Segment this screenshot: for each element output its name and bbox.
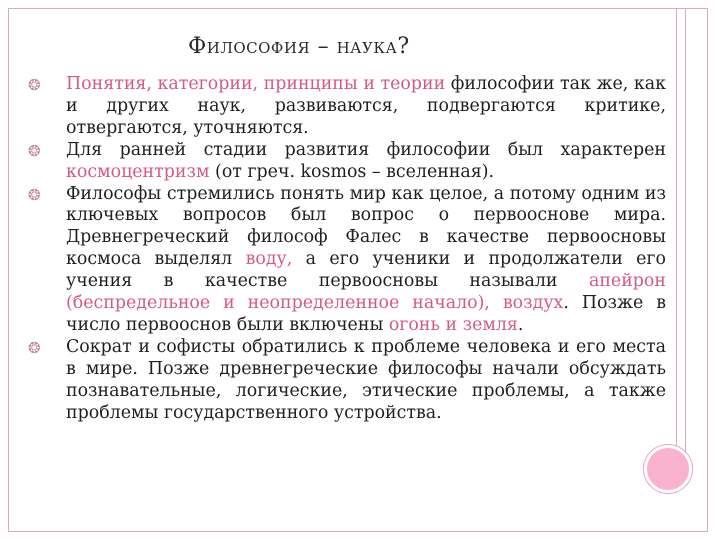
slide-title: Философия – наука? <box>188 34 410 59</box>
body-text: философии так же, как и других наук, развиваются, подвергаются критике, отвергаются, уточняются. <box>66 74 666 138</box>
bullet-icon: ❂ <box>28 76 41 94</box>
bullet-icon: ❂ <box>28 141 41 160</box>
body-text: а его ученики и продолжатели его учения в качестве первоосновы называли <box>66 249 667 292</box>
bullet-item <box>26 184 666 337</box>
body-text: Сократ и софисты обратились к проблеме человека и его места в мире. Позже древнегреческие философы начали обсуждать познавательные, логические, этические проблемы, а также проблемы государственного устройства. <box>66 336 666 423</box>
body-text: Философы стремились понять мир как целое, а потому одним из ключевых вопросов был вопрос о первооснове мира. Древнегреческий философ Фалес в качестве первоосновы космоса выделял <box>66 183 666 270</box>
bullet-list <box>26 74 666 425</box>
highlighted-text: космоцентризм <box>66 161 210 182</box>
decorative-circle <box>644 445 692 493</box>
bullet-item <box>26 74 666 140</box>
bullet-icon: ❂ <box>28 185 41 204</box>
highlighted-text: Понятия, категории, принципы и теории <box>66 74 446 94</box>
highlighted-text: воду, <box>245 249 293 270</box>
highlighted-text: огонь и земля <box>388 314 518 335</box>
decorative-rail <box>676 8 686 478</box>
highlighted-text: апейрон (беспредельное и неопределенное начало), воздух <box>66 271 666 314</box>
bullet-icon: ❂ <box>28 338 41 357</box>
body-text: (от греч. kosmos – вселенная). <box>209 161 495 182</box>
body-text: . <box>517 314 524 335</box>
bullet-item <box>26 337 666 425</box>
body-text: Для ранней стадии развития философии был характерен <box>66 139 666 160</box>
bullet-item <box>26 140 666 184</box>
body-text: . Позже в число первооснов были включены <box>66 293 666 335</box>
